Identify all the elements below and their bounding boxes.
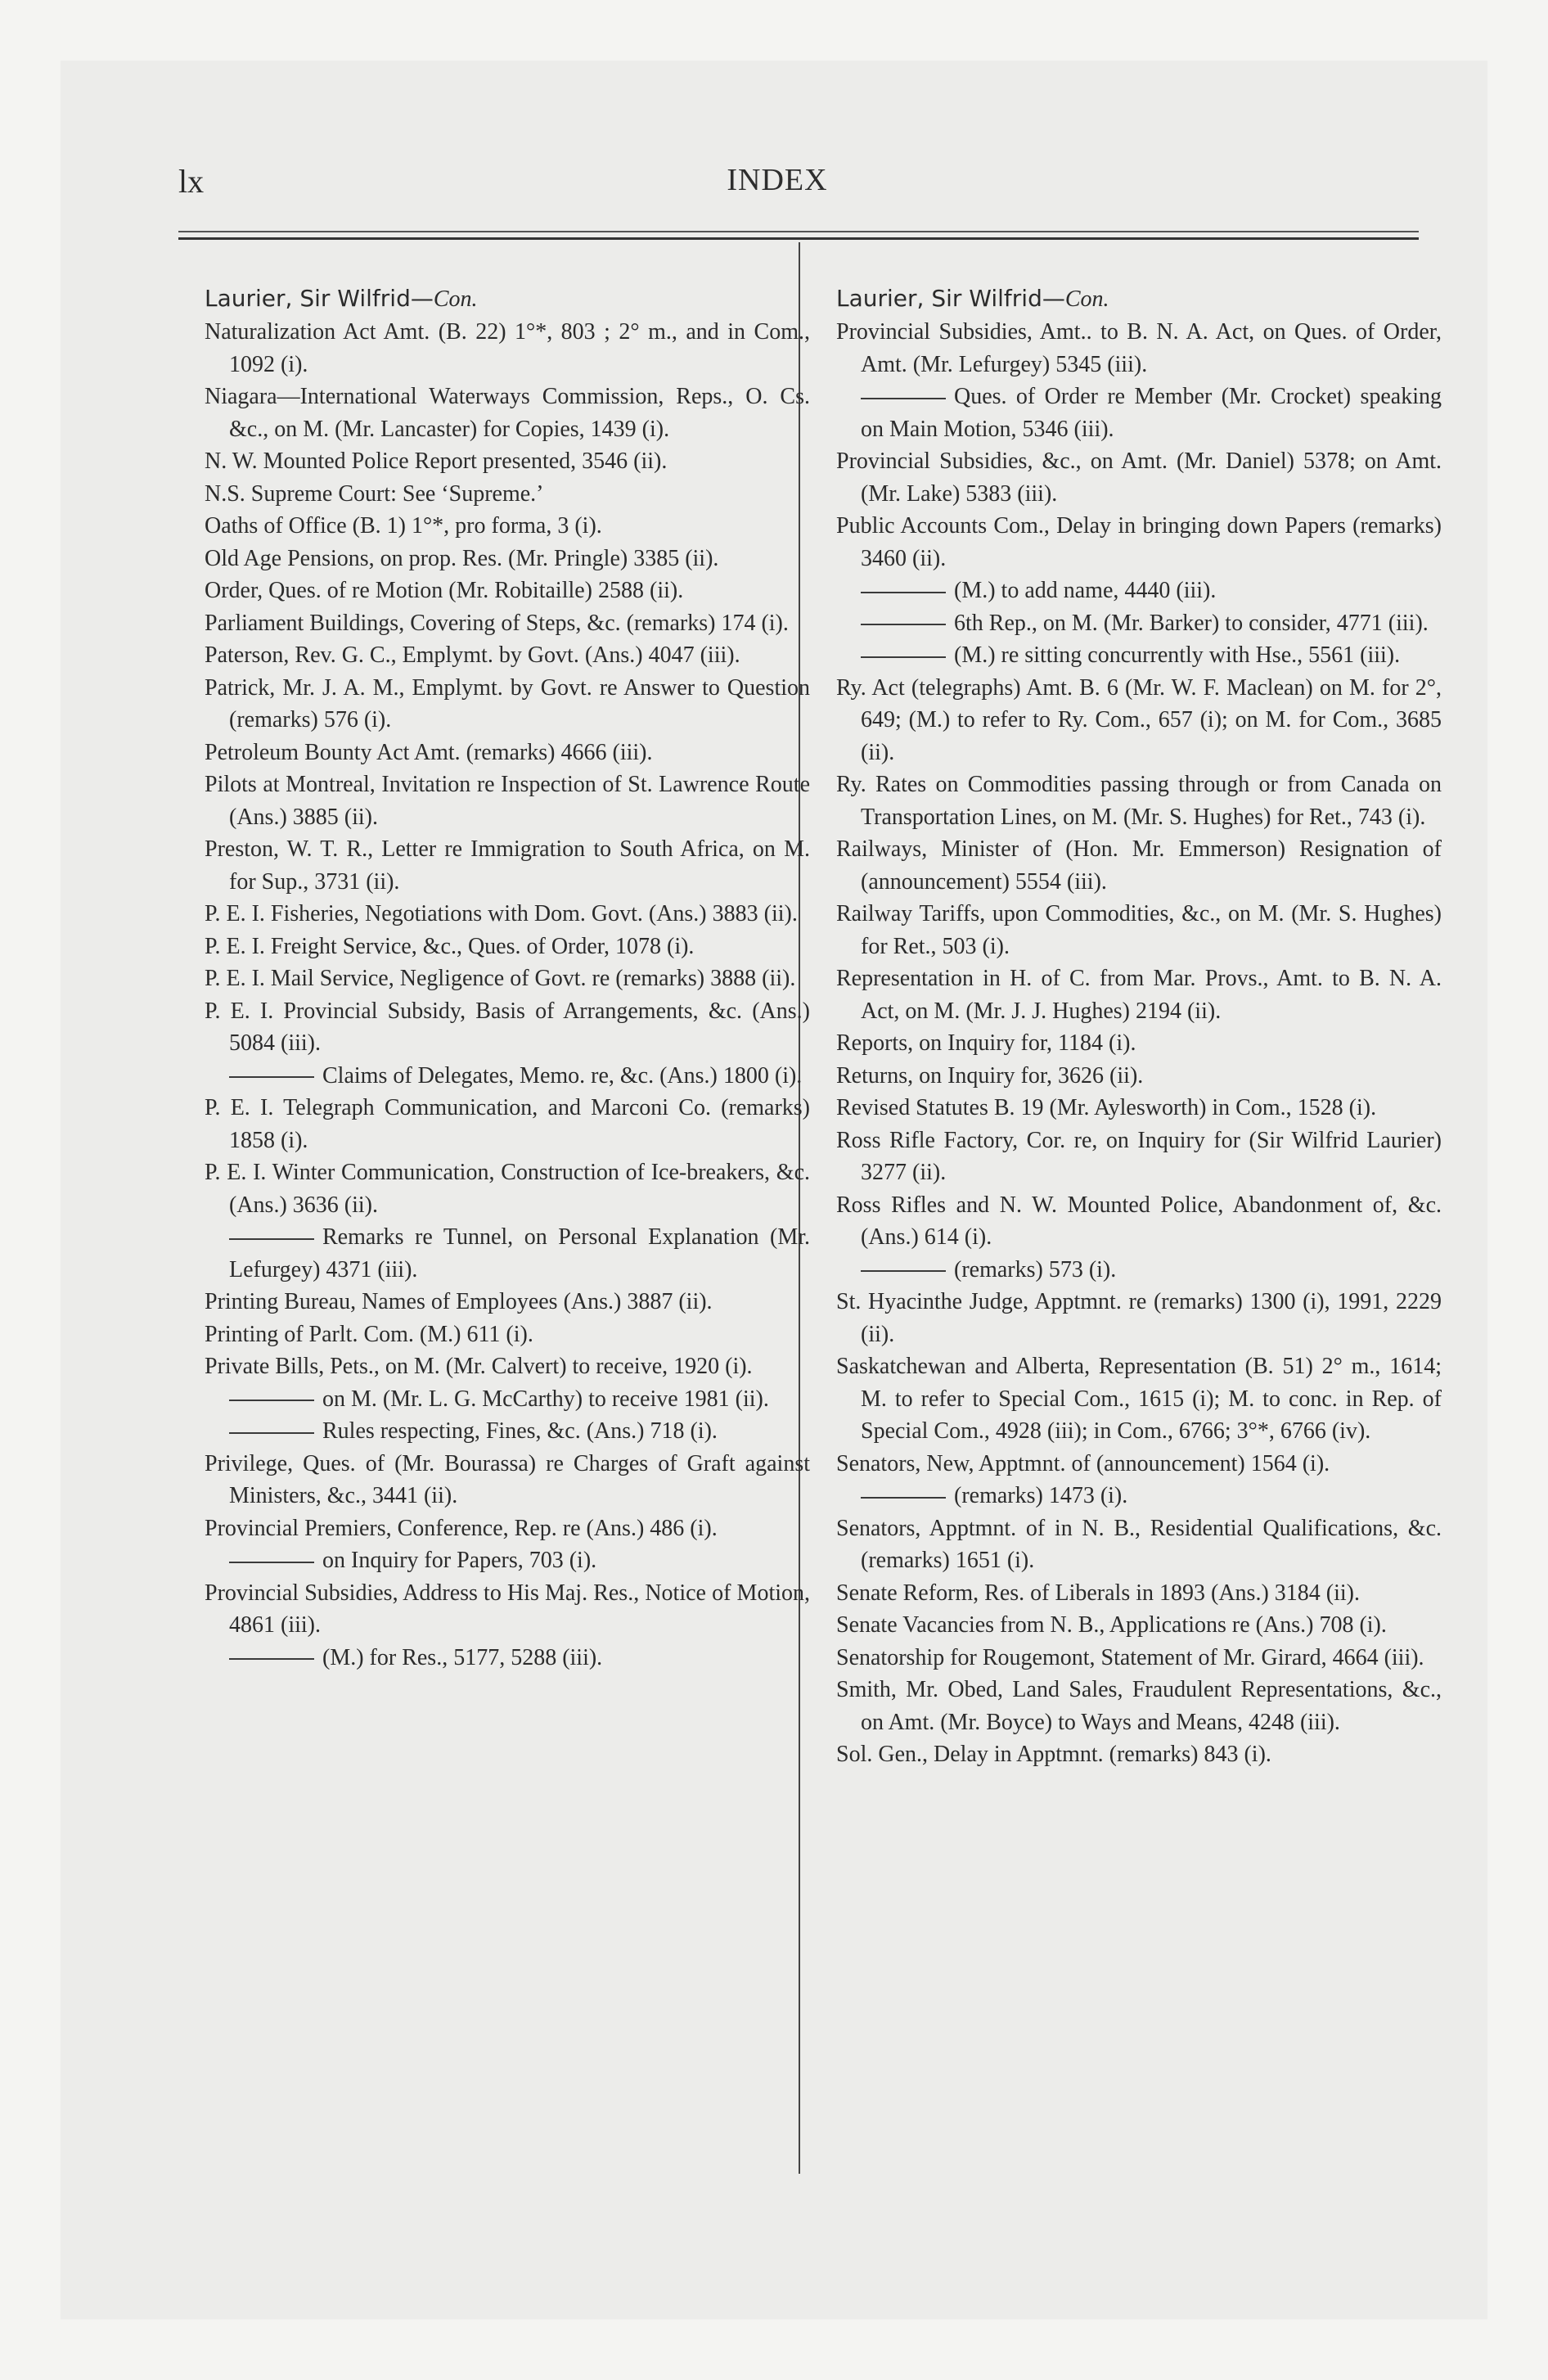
- index-entry: [836, 510, 1442, 575]
- left-heading: [205, 282, 810, 316]
- index-entry-text: P. E. I. Winter Communication, Construction of Ice-breakers, &c. (Ans.) 3636 (ii).: [205, 1160, 810, 1218]
- index-entry: [205, 1060, 810, 1093]
- index-entry: [205, 316, 810, 381]
- right-column: [836, 282, 1442, 1771]
- index-entry: [205, 769, 810, 833]
- index-entry-text: Reports, on Inquiry for, 1184 (i).: [836, 1030, 1136, 1056]
- index-entry-text: Rules respecting, Fines, &c. (Ans.) 718 (i).: [322, 1418, 718, 1444]
- page-number: lx: [178, 163, 205, 200]
- ditto-dash: [229, 1076, 314, 1078]
- index-entry-text: Oaths of Office (B. 1) 1°*, pro forma, 3 (i).: [205, 513, 602, 539]
- index-entry: [836, 769, 1442, 833]
- index-entry: [205, 478, 810, 511]
- index-entry: [836, 1674, 1442, 1738]
- index-entry: [205, 445, 810, 478]
- index-entry-text: Railway Tariffs, upon Commodities, &c., on M. (Mr. S. Hughes) for Ret., 503 (i).: [836, 901, 1442, 959]
- index-entry-text: Ry. Act (telegraphs) Amt. B. 6 (Mr. W. F. Maclean) on M. for 2°, 649; (M.) to refer to Ry. Com., 657 (i); on M. for Com., 3685 (ii).: [836, 674, 1442, 765]
- index-entry: [836, 1060, 1442, 1093]
- index-entry: [836, 1125, 1442, 1189]
- index-entry-text: Private Bills, Pets., on M. (Mr. Calvert) to receive, 1920 (i).: [205, 1354, 753, 1379]
- index-entry-text: Patrick, Mr. J. A. M., Emplymt. by Govt. re Answer to Question (remarks) 576 (i).: [205, 674, 810, 732]
- index-entry: [836, 445, 1442, 510]
- index-entry-text: Naturalization Act Amt. (B. 22) 1°*, 803 ; 2° m., and in Com., 1092 (i).: [205, 319, 810, 377]
- left-heading-name: Laurier, Sir Wilfrid—: [205, 285, 434, 312]
- index-entry: [205, 1350, 810, 1383]
- index-entry: [836, 1738, 1442, 1771]
- index-entry-text: Pilots at Montreal, Invitation re Inspection of St. Lawrence Route (Ans.) 3885 (ii).: [205, 772, 810, 830]
- ditto-dash: [229, 1562, 314, 1563]
- index-entry-text: N.S. Supreme Court: See ‘Supreme.’: [205, 480, 544, 507]
- index-entry-text: Claims of Delegates, Memo. re, &c. (Ans.) 1800 (i).: [322, 1062, 803, 1089]
- right-heading: [836, 282, 1442, 316]
- index-entry: [836, 1609, 1442, 1642]
- index-entry: [836, 1189, 1442, 1254]
- ditto-dash: [861, 592, 946, 593]
- index-entry-text: Niagara—International Waterways Commission, Reps., O. Cs. &c., on M. (Mr. Lancaster) for Copies, 1439 (i).: [205, 384, 810, 442]
- ditto-dash: [861, 1270, 946, 1272]
- index-entry: [836, 1092, 1442, 1125]
- ditto-dash: [861, 1497, 946, 1499]
- index-entry: [205, 962, 810, 995]
- index-entry: [836, 1286, 1442, 1350]
- index-entry: [836, 575, 1442, 607]
- index-entry: [205, 995, 810, 1060]
- index-entry: [205, 672, 810, 737]
- index-entry-text: Order, Ques. of re Motion (Mr. Robitaille) 2588 (ii).: [205, 578, 684, 603]
- ditto-dash: [229, 1658, 314, 1660]
- index-entry: [205, 1156, 810, 1221]
- index-entry-text: Printing of Parlt. Com. (M.) 611 (i).: [205, 1321, 533, 1347]
- index-entry-text: Railways, Minister of (Hon. Mr. Emmerson) Resignation of (announcement) 5554 (iii).: [836, 836, 1442, 895]
- index-entry-text: Provincial Subsidies, Amt.. to B. N. A. Act, on Ques. of Order, Amt. (Mr. Lefurgey) 5345 (iii).: [836, 319, 1442, 377]
- header-rule-thick: [178, 237, 1419, 240]
- index-entry-text: P. E. I. Mail Service, Negligence of Govt. re (remarks) 3888 (ii).: [205, 966, 796, 991]
- ditto-dash: [861, 656, 946, 658]
- index-entry-text: Provincial Premiers, Conference, Rep. re (Ans.) 486 (i).: [205, 1515, 718, 1541]
- index-entry: [836, 1480, 1442, 1512]
- index-entry: [205, 639, 810, 672]
- index-entry-text: (remarks) 573 (i).: [954, 1256, 1117, 1282]
- index-entry-text: Petroleum Bounty Act Amt. (remarks) 4666 (iii).: [205, 739, 653, 765]
- index-entry-text: Saskatchewan and Alberta, Representation (B. 51) 2° m., 1614; M. to refer to Special Com., 1615 (i); M. to conc. in Rep. of Special Com., 4928 (iii); in Com., 6766; 3°*, 6766 (iv).: [836, 1354, 1442, 1444]
- index-entry-text: P. E. I. Provincial Subsidy, Basis of Arrangements, &c. (Ans.) 5084 (iii).: [205, 998, 810, 1056]
- index-entry-text: Senators, New, Apptmnt. of (announcement) 1564 (i).: [836, 1450, 1330, 1476]
- ditto-dash: [229, 1400, 314, 1401]
- ditto-dash: [229, 1238, 314, 1240]
- index-entry-text: on Inquiry for Papers, 703 (i).: [322, 1548, 597, 1573]
- index-entry-text: Senate Vacancies from N. B., Applications re (Ans.) 708 (i).: [836, 1612, 1387, 1638]
- ditto-dash: [861, 624, 946, 625]
- index-entry-text: Printing Bureau, Names of Employees (Ans.) 3887 (ii).: [205, 1289, 713, 1314]
- ditto-dash: [229, 1432, 314, 1434]
- index-entry: [836, 833, 1442, 898]
- index-entry: [836, 316, 1442, 381]
- index-entry: [205, 543, 810, 575]
- index-entry-text: Ross Rifles and N. W. Mounted Police, Abandonment of, &c. (Ans.) 614 (i).: [836, 1192, 1442, 1250]
- index-entry-text: P. E. I. Fisheries, Negotiations with Dom. Govt. (Ans.) 3883 (ii).: [205, 901, 798, 926]
- index-entry-text: Old Age Pensions, on prop. Res. (Mr. Pringle) 3385 (ii).: [205, 545, 719, 571]
- index-entry: [205, 737, 810, 769]
- index-entry-text: Parliament Buildings, Covering of Steps, &c. (remarks) 174 (i).: [205, 610, 789, 636]
- index-entry: [205, 1221, 810, 1286]
- index-entry-text: 6th Rep., on M. (Mr. Barker) to consider, 4771 (iii).: [954, 610, 1429, 636]
- index-entry-text: (remarks) 1473 (i).: [954, 1483, 1128, 1508]
- index-entry: [836, 1642, 1442, 1675]
- index-entry: [205, 510, 810, 543]
- right-entry-list: [836, 316, 1442, 1771]
- index-entry: [205, 1286, 810, 1318]
- index-entry-text: Revised Statutes B. 19 (Mr. Aylesworth) in Com., 1528 (i).: [836, 1095, 1377, 1120]
- right-heading-con: Con.: [1064, 286, 1109, 312]
- index-entry-text: Provincial Subsidies, &c., on Amt. (Mr. Daniel) 5378; on Amt. (Mr. Lake) 5383 (iii).: [836, 449, 1442, 507]
- index-entry: [836, 1512, 1442, 1577]
- index-entry-text: Paterson, Rev. G. C., Emplymt. by Govt. (Ans.) 4047 (iii).: [205, 642, 740, 668]
- index-entry: [836, 607, 1442, 640]
- index-entry-text: Privilege, Ques. of (Mr. Bourassa) re Charges of Graft against Ministers, &c., 3441 (ii).: [205, 1450, 810, 1508]
- index-entry: [205, 1642, 810, 1675]
- index-entry-text: Ry. Rates on Commodities passing through or from Canada on Transportation Lines, on M. (Mr. S. Hughes) for Ret., 743 (i).: [836, 772, 1442, 830]
- index-entry-text: Senators, Apptmnt. of in N. B., Residential Qualifications, &c. (remarks) 1651 (i).: [836, 1515, 1442, 1573]
- index-entry-text: P. E. I. Telegraph Communication, and Marconi Co. (remarks) 1858 (i).: [205, 1095, 810, 1153]
- index-entry: [205, 575, 810, 607]
- index-entry: [205, 607, 810, 640]
- index-entry: [836, 1350, 1442, 1448]
- index-entry: [836, 639, 1442, 672]
- index-entry: [205, 1448, 810, 1512]
- page-title: INDEX: [727, 163, 828, 197]
- page-header: [139, 162, 1415, 211]
- index-entry-text: Remarks re Tunnel, on Personal Explanation (Mr. Lefurgey) 4371 (iii).: [229, 1224, 810, 1282]
- index-entry-text: Sol. Gen., Delay in Apptmnt. (remarks) 843 (i).: [836, 1742, 1271, 1767]
- index-entry-text: Provincial Subsidies, Address to His Maj. Res., Notice of Motion, 4861 (iii).: [205, 1580, 810, 1638]
- index-entry: [836, 1577, 1442, 1610]
- index-entry: [205, 1544, 810, 1577]
- header-rule-thin: [178, 231, 1419, 232]
- index-entry: [205, 1415, 810, 1448]
- index-entry-text: Senate Reform, Res. of Liberals in 1893 (Ans.) 3184 (ii).: [836, 1580, 1360, 1606]
- index-entry: [205, 1318, 810, 1351]
- index-entry: [205, 833, 810, 898]
- index-entry: [836, 381, 1442, 445]
- left-entry-list: [205, 316, 810, 1674]
- index-entry-text: on M. (Mr. L. G. McCarthy) to receive 1981 (ii).: [322, 1386, 769, 1412]
- index-entry-text: Ross Rifle Factory, Cor. re, on Inquiry for (Sir Wilfrid Laurier) 3277 (ii).: [836, 1127, 1442, 1185]
- index-entry: [836, 1254, 1442, 1287]
- index-entry: [205, 1383, 810, 1416]
- left-heading-con: Con.: [433, 286, 478, 312]
- index-entry-text: Public Accounts Com., Delay in bringing down Papers (remarks) 3460 (ii).: [836, 513, 1442, 571]
- index-entry-text: Senatorship for Rougemont, Statement of Mr. Girard, 4664 (iii).: [836, 1644, 1424, 1670]
- index-entry-text: P. E. I. Freight Service, &c., Ques. of Order, 1078 (i).: [205, 933, 695, 959]
- index-entry-text: Returns, on Inquiry for, 3626 (ii).: [836, 1062, 1144, 1089]
- index-entry: [205, 1577, 810, 1642]
- index-entry-text: St. Hyacinthe Judge, Apptmnt. re (remarks) 1300 (i), 1991, 2229 (ii).: [836, 1289, 1442, 1347]
- index-entry: [836, 1027, 1442, 1060]
- index-entry-text: Smith, Mr. Obed, Land Sales, Fraudulent Representations, &c., on Amt. (Mr. Boyce) to Ways and Means, 4248 (iii).: [836, 1677, 1442, 1735]
- index-entry-text: (M.) for Res., 5177, 5288 (iii).: [322, 1644, 603, 1670]
- index-entry-text: (M.) re sitting concurrently with Hse., 5561 (iii).: [954, 642, 1401, 668]
- index-entry: [836, 672, 1442, 769]
- left-column: [205, 282, 810, 1674]
- index-entry: [205, 1512, 810, 1545]
- index-entry-text: Ques. of Order re Member (Mr. Crocket) speaking on Main Motion, 5346 (iii).: [861, 384, 1442, 442]
- ditto-dash: [861, 398, 946, 399]
- index-entry-text: Preston, W. T. R., Letter re Immigration to South Africa, on M. for Sup., 3731 (ii).: [205, 836, 810, 895]
- index-entry: [205, 1092, 810, 1156]
- index-entry-text: (M.) to add name, 4440 (iii).: [954, 578, 1217, 603]
- right-heading-name: Laurier, Sir Wilfrid—: [836, 285, 1065, 312]
- index-entry: [836, 1448, 1442, 1481]
- index-entry: [836, 898, 1442, 962]
- index-entry-text: N. W. Mounted Police Report presented, 3546 (ii).: [205, 449, 668, 474]
- index-entry: [205, 931, 810, 963]
- index-entry: [836, 962, 1442, 1027]
- index-entry: [205, 381, 810, 445]
- index-entry: [205, 898, 810, 931]
- index-entry-text: Representation in H. of C. from Mar. Provs., Amt. to B. N. A. Act, on M. (Mr. J. J. Hughes) 2194 (ii).: [836, 966, 1442, 1024]
